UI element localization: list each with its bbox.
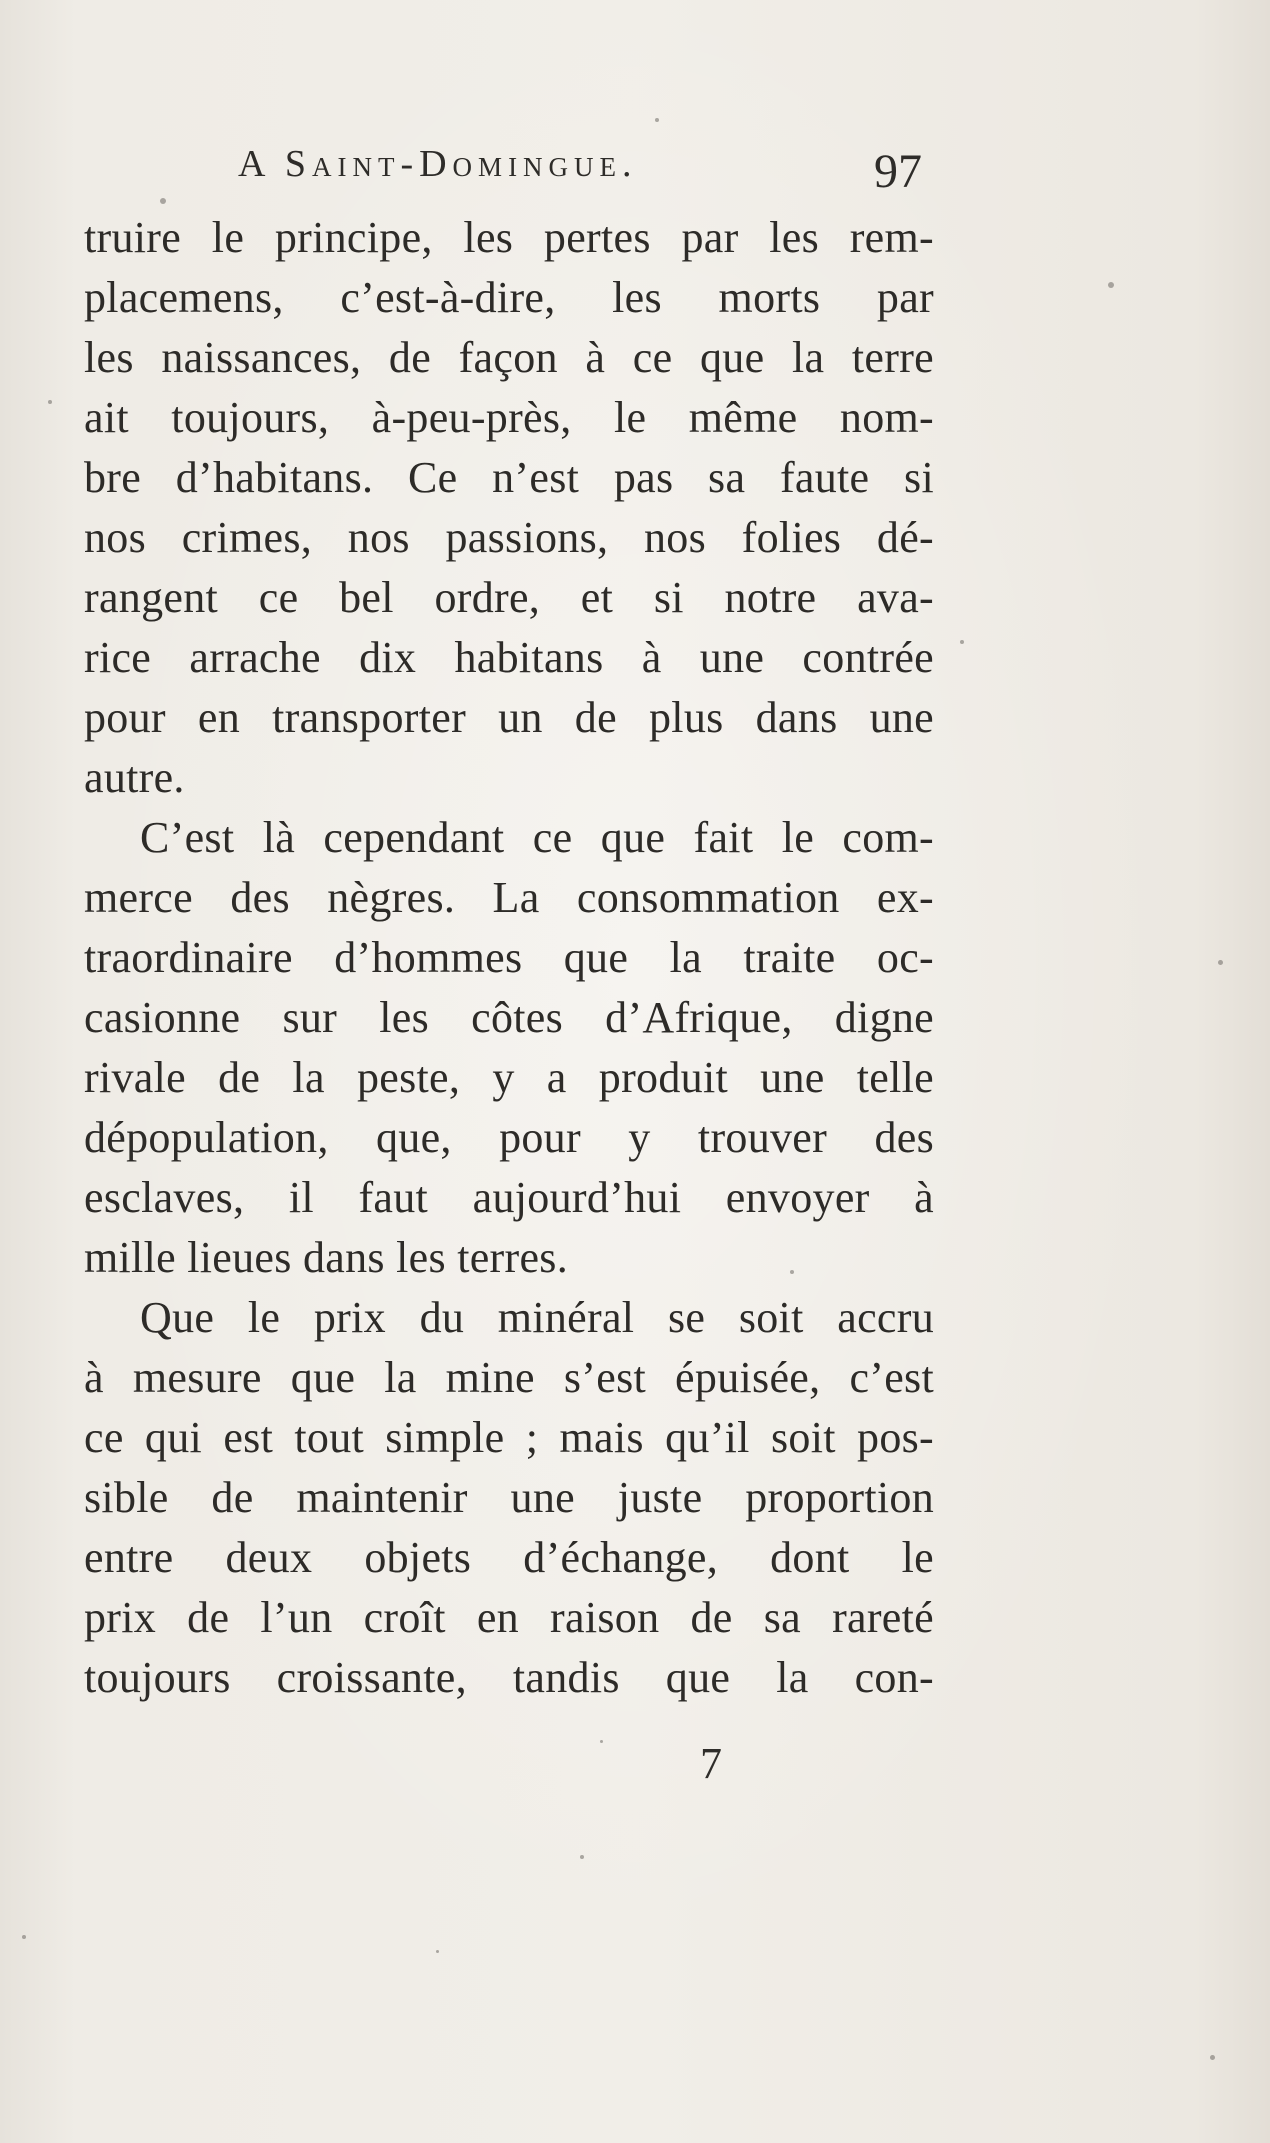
paper-speck xyxy=(960,640,964,644)
text-line: truire le principe, les pertes par les rem- xyxy=(84,213,934,262)
text-line: ce qui est tout simple ; mais qu’il soit pos- xyxy=(84,1413,934,1462)
paper-speck xyxy=(22,1935,26,1939)
running-head xyxy=(230,138,930,198)
text-line: entre deux objets d’échange, dont le xyxy=(84,1533,934,1582)
page-number: 97 xyxy=(874,145,922,198)
text-line: pour en transporter un de plus dans une xyxy=(84,693,934,742)
paper-speck xyxy=(655,118,659,122)
body-text xyxy=(84,208,934,1708)
paper-speck xyxy=(580,1855,584,1859)
text-line: toujours croissante, tandis que la con- xyxy=(84,1653,934,1702)
paper-speck xyxy=(436,1950,439,1953)
paragraph-1 xyxy=(84,208,934,808)
paper-speck xyxy=(1218,960,1223,965)
paragraph-2 xyxy=(84,808,934,1288)
text-line: C’est là cependant ce que fait le com- xyxy=(140,813,934,862)
text-line: dépopulation, que, pour y trouver des xyxy=(84,1113,934,1162)
text-line: rivale de la peste, y a produit une telle xyxy=(84,1053,934,1102)
text-line: merce des nègres. La consommation ex- xyxy=(84,873,934,922)
text-line: sible de maintenir une juste proportion xyxy=(84,1473,934,1522)
text-line: casionne sur les côtes d’Afrique, digne xyxy=(84,993,934,1042)
running-head-title: A Saint-Domingue. xyxy=(238,143,638,185)
text-line: traordinaire d’hommes que la traite oc- xyxy=(84,933,934,982)
text-line: les naissances, de façon à ce que la terre xyxy=(84,333,934,382)
paragraph-3 xyxy=(84,1288,934,1708)
paper-speck xyxy=(600,1740,603,1743)
text-line: ait toujours, à-peu-près, le même nom- xyxy=(84,393,934,442)
text-line: rice arrache dix habitans à une contrée xyxy=(84,633,934,682)
text-line: mille lieues dans les terres. xyxy=(84,1233,568,1282)
text-line: nos crimes, nos passions, nos folies dé- xyxy=(84,513,934,562)
text-line: bre d’habitans. Ce n’est pas sa faute si xyxy=(84,453,934,502)
paper-speck xyxy=(1210,2055,1215,2060)
text-line: rangent ce bel ordre, et si notre ava- xyxy=(84,573,934,622)
text-line: à mesure que la mine s’est épuisée, c’est xyxy=(84,1353,934,1402)
text-line: Que le prix du minéral se soit accru xyxy=(140,1293,934,1342)
paper-speck xyxy=(48,400,52,404)
text-line: placemens, c’est-à-dire, les morts par xyxy=(84,273,934,322)
text-line: esclaves, il faut aujourd’hui envoyer à xyxy=(84,1173,934,1222)
text-line: autre. xyxy=(84,753,185,802)
text-line: prix de l’un croît en raison de sa rareté xyxy=(84,1593,934,1642)
paper-speck xyxy=(160,198,166,204)
signature-mark: 7 xyxy=(700,1739,722,1788)
paper-speck xyxy=(1108,282,1114,288)
